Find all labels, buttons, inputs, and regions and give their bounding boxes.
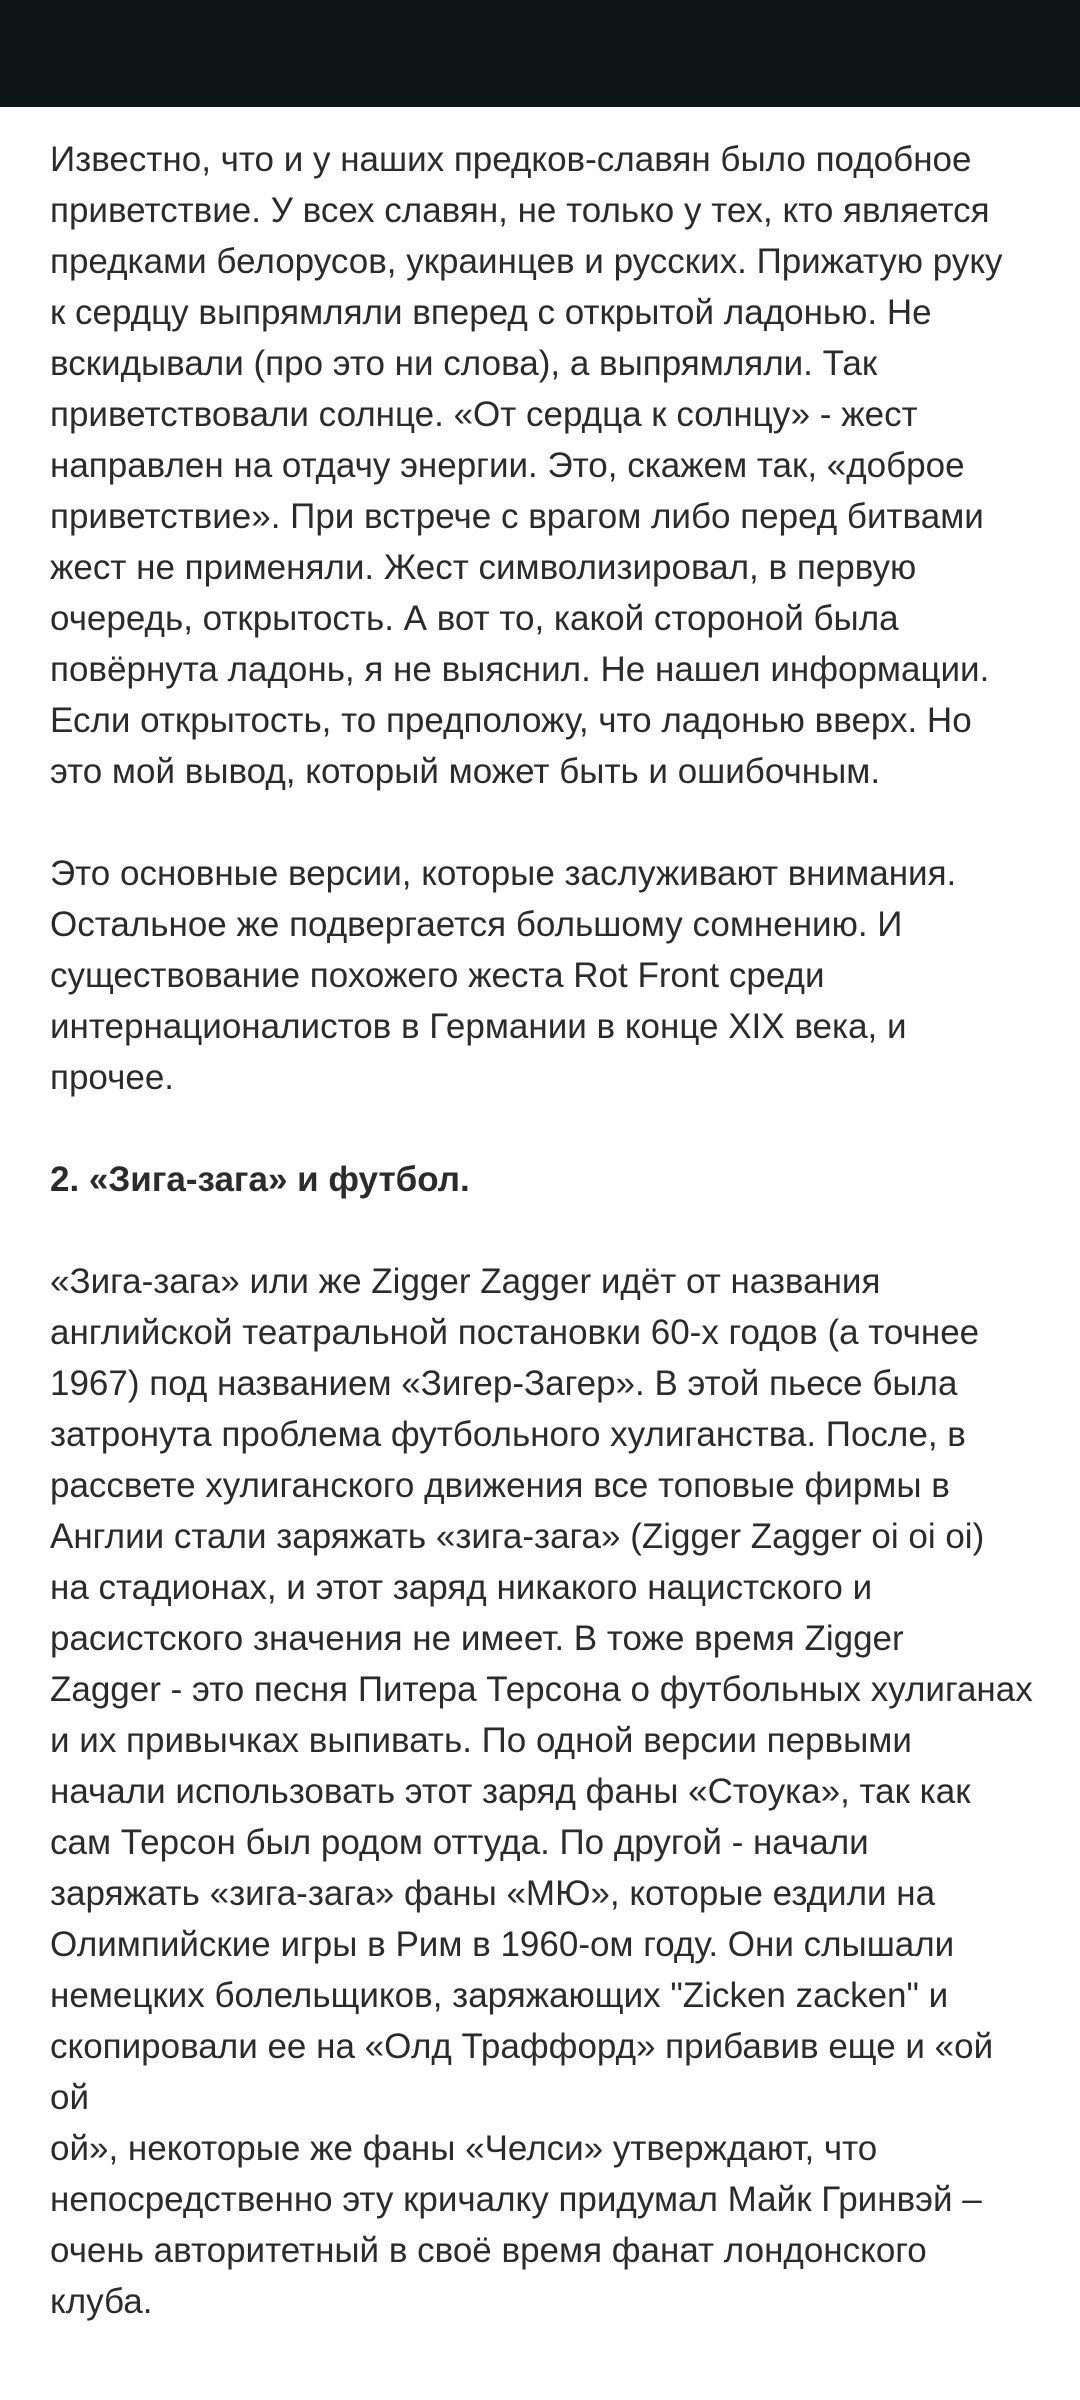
article-body (50, 134, 1040, 2378)
section-heading: 2. «Зига-зага» и футбол. (50, 1160, 470, 1199)
top-app-bar (0, 0, 1080, 107)
article-paragraph: Известно, что и у наших предков-славян было подобное приветствие. У всех славян, не только у тех, кто является предками белорусов, украинцев и русских. Прижатую руку к сердцу выпрямляли вперед с открытой ладонью. Не вскидывали (про это ни слова), а выпрямляли. Так приветствовали солнце. «От сердца к солнцу» - жест направлен на отдачу энергии. Это, скажем так, «доброе приветствие». При встрече с врагом либо перед битвами жест не применяли. Жест символизировал, в первую очередь, открытость. А вот то, какой стороной была повёрнута ладонь, я не выяснил. Не нашел информации. Если открытость, то предположу, что ладонью вверх. Но это мой вывод, который может быть и ошибочным. (50, 140, 1003, 791)
article-paragraph: «Зига-зага» или же Zigger Zagger идёт от названия английской театральной постановки 60-х годов (а точнее 1967) под названием «Зигер-Загер». В этой пьесе была затронута проблема футбольного хулиганства. После, в рассвете хулиганского движения все топовые фирмы в Англии стали заряжать «зига-зага» (Zigger Zagger oi oi oi) на стадионах, и этот заряд никакого нацистского и расистского значения не имеет. В тоже время Zigger Zagger - это песня Питера Терсона о футбольных хулиганах и их привычках выпивать. По одной версии первыми начали использовать этот заряд фаны «Стоука», так как сам Терсон был родом оттуда. По другой - начали заряжать «зига-зага» фаны «МЮ», которые ездили на Олимпийские игры в Рим в 1960-ом году. Они слышали немецких болельщиков, заряжающих "Zicken zacken" и скопировали ее на «Олд Траффорд» прибавив еще и «ой ой ой», некоторые же фаны «Челси» утверждают, что непосредственно эту кричалку придумал Майк Гринвэй – очень авторитетный в своё время фанат лондонского клуба. (50, 1262, 1033, 2321)
article-paragraph: Это основные версии, которые заслуживают внимания. Остальное же подвергается большому сомнению. И существование похожего жеста Rot Front среди интернационалистов в Германии в конце XIX века, и прочее. (50, 854, 957, 1097)
